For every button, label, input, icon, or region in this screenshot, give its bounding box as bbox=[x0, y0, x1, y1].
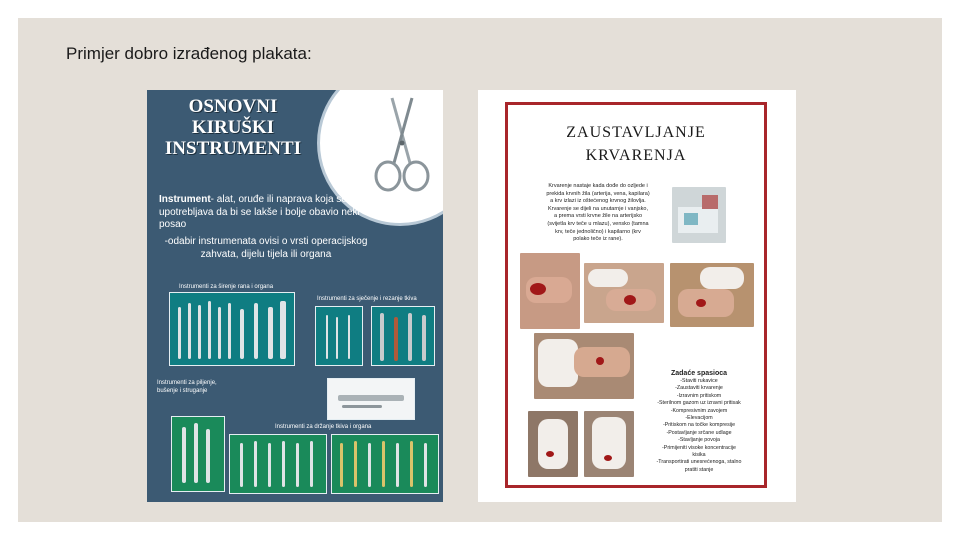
definition-text: - alat, oruđe ili naprava koja se upotrebljava da bi se lakše i bolje obavio neki posao bbox=[159, 194, 360, 230]
clamps-photo bbox=[331, 434, 439, 494]
wound-photo-1 bbox=[520, 253, 580, 329]
surgical-instruments-poster bbox=[147, 90, 443, 502]
definition-term: Instrument bbox=[159, 194, 211, 205]
caption-holding: Instrumenti za držanje tkiva i organa bbox=[275, 424, 372, 430]
bleeding-control-poster bbox=[478, 90, 796, 502]
wound-photo-2 bbox=[584, 263, 664, 323]
scalpels-photo bbox=[371, 306, 435, 366]
poster-title: OSNOVNI KIRUŠKI INSTRUMENTI bbox=[164, 96, 302, 159]
bleeding-intro: Krvarenje nastaje kada dođe do ozljede i prekida krvnih žila (arterija, vena, kapilara) a krv izlazi iz oštećenog krvnog žilovlja. Krvarenje se dijeli na unutarnje i vanjsko, a prema vrsti krvne žile na arterijsko (svijetla krv teče u mlazu), vensko (tamna krv, teče jednolično) i kapilarno (krv polako teče iz rane). bbox=[546, 183, 650, 243]
bandage-photo-2 bbox=[584, 411, 634, 477]
tasks-title: Zadaće spasioca bbox=[670, 370, 728, 377]
scissors-photo bbox=[315, 306, 363, 366]
instrument-definition bbox=[159, 194, 374, 232]
pressure-photo bbox=[534, 333, 634, 399]
caption-widening: Instrumenti za širenje rana i organa bbox=[179, 284, 274, 290]
wound-photo-3 bbox=[670, 263, 754, 327]
poster-title: ZAUSTAVLJANJE KRVARENJA bbox=[566, 124, 706, 164]
saw-photo bbox=[327, 378, 415, 420]
caption-filing: Instrumenti za piljenje, bušenje i struganje bbox=[157, 380, 217, 394]
forceps-photo bbox=[229, 434, 327, 494]
rescuer-tasks: Zadaće spasioca -Staviti rukavice -Zaustaviti krvarenje -Izravnim pritiskom -Sterilnom gazom uz izravni pritisak -Kompresivnim zavojem -Elevacijom -Pritiskom na točke kompresije -Postavljanje srčane udlage -Stavljanje povoja -Primijeniti visoke koncentracije kisika -Transportirati unesrećenoga, stalno pratiti stanje bbox=[636, 369, 762, 474]
slide bbox=[18, 18, 942, 522]
slide-title: Primjer dobro izrađenog plakata: bbox=[66, 44, 312, 63]
filing-instruments-photo bbox=[171, 416, 225, 492]
bandage-photo-1 bbox=[528, 411, 578, 477]
caption-cutting: Instrumenti za sječenje i rezanje tkiva bbox=[317, 296, 417, 302]
poster-frame bbox=[505, 102, 767, 488]
selection-text: -odabir instrumenata ovisi o vrsti operacijskog zahvata, dijelu tijela ili organa bbox=[164, 236, 368, 260]
first-aid-kit-photo bbox=[672, 187, 726, 243]
widening-instruments-photo bbox=[169, 292, 295, 366]
